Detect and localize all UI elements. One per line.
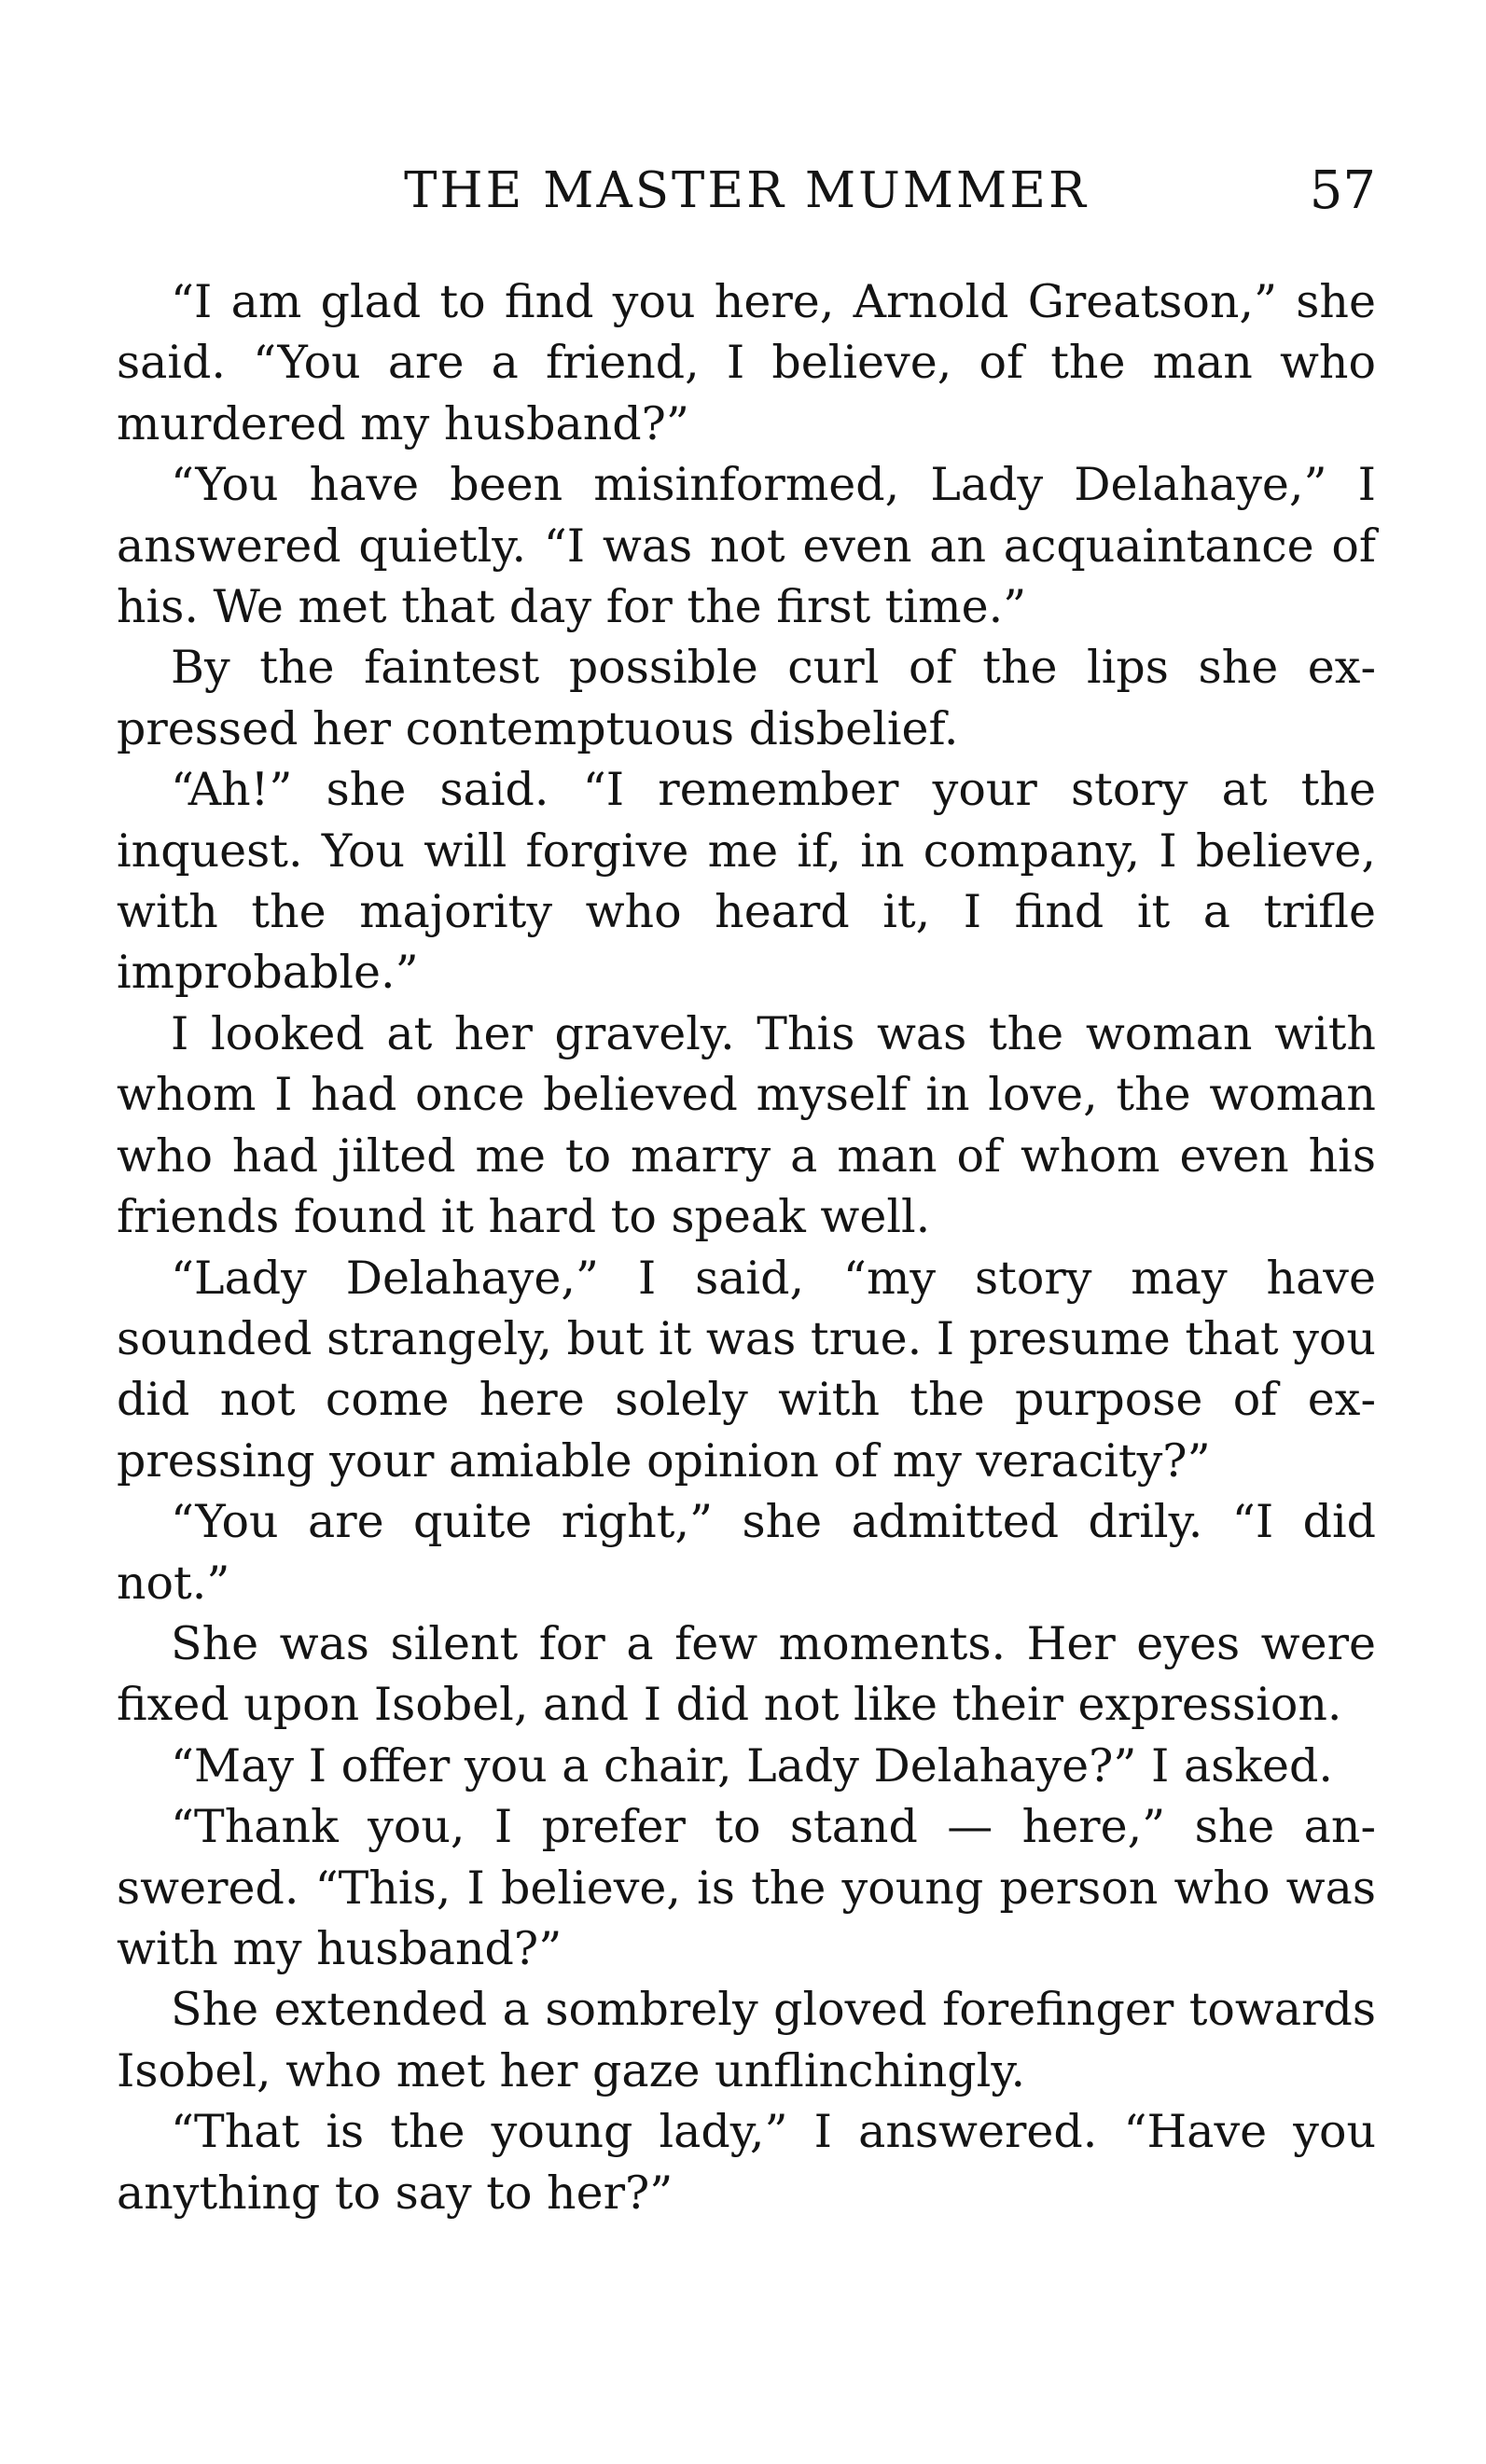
body-text [117,271,1376,2223]
paragraph-9: “May I offer you a chair, Lady Delahaye?” I asked. [171,1738,1333,1793]
paragraph-4: “Ah!” she said. “I remember your story at the inquest. You will forgive me if, in company, I believe, with the majority who heard it, I find it a trifle improbable.” [117,763,1376,1000]
paragraph-8: She was silent for a few moments. Her eyes were fixed upon Isobel, and I did not like their expression. [117,1616,1376,1732]
paragraph-2: “You have been misinformed, Lady Delahaye,” I answered quietly. “I was not even an acquaintance of his. We met that day for the first time.” [117,458,1376,634]
paragraph-12: “That is the young lady,” I answered. “Have you anything to say to her?” [117,2105,1376,2220]
paragraph-5: I looked at her gravely. This was the woman with whom I had once believed myself in love, the woman who had jilted me to marry a man of whom even his friends found it hard to speak well. [117,1006,1376,1244]
page-number: 57 [1309,160,1376,221]
running-title: THE MASTER MUMMER [404,162,1089,219]
paragraph-10: “Thank you, I prefer to stand — here,” she answered. “This, I believe, is the young person who was with my husband?” [117,1800,1376,1975]
paragraph-7: “You are quite right,” she admitted drily. “I did not.” [117,1495,1376,1610]
paragraph-6: “Lady Delahaye,” I said, “my story may have sounded strangely, but it was true. I presume that you did not come here solely with the purpose of expressing your amiable opinion of my veracity?” [117,1251,1376,1488]
paragraph-1: “I am glad to find you here, Arnold Greatson,” she said. “You are a friend, I believe, of the man who murdered my husband?” [117,275,1376,450]
paragraph-3: By the faintest possible curl of the lips she expressed her contemptuous disbelief. [117,641,1376,755]
paragraph-11: She extended a sombrely gloved forefinger towards Isobel, who met her gaze unflinchingly. [117,1983,1376,2097]
running-head [117,159,1376,224]
